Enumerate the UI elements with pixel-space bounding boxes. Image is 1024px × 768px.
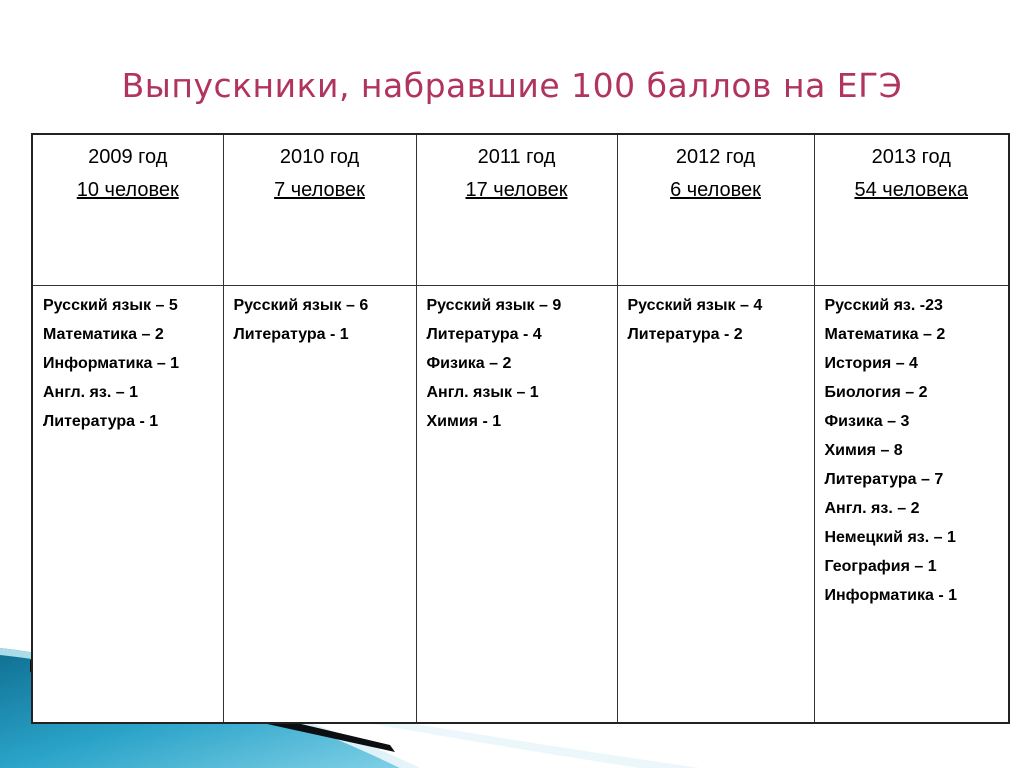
year-cell-2010: [223, 134, 416, 286]
list-item: Русский язык – 6: [233, 297, 369, 314]
graduate-count: 6 человек: [670, 179, 761, 201]
list-item: Русский яз. -23: [824, 297, 943, 314]
subjects-cell-2012: [617, 286, 814, 724]
list-item: Немецкий яз. – 1: [824, 529, 956, 546]
list-item: Англ. яз. – 1: [43, 384, 138, 401]
year-cell-2011: [416, 134, 617, 286]
list-item: Математика – 2: [43, 326, 164, 343]
subject-list: [618, 286, 814, 349]
table-header-row: [32, 134, 1009, 286]
list-item: Физика – 3: [824, 413, 910, 430]
list-item: Русский язык – 5: [43, 297, 178, 314]
year-label: 2011 год: [477, 146, 556, 168]
subjects-cell-2011: [416, 286, 617, 724]
year-label: 2010 год: [279, 146, 360, 168]
results-table: [31, 133, 1010, 724]
subject-list: [815, 286, 1009, 610]
year-label: 2012 год: [675, 146, 756, 168]
list-item: Химия – 8: [824, 442, 903, 459]
subjects-cell-2010: [223, 286, 416, 724]
subjects-cell-2009: [32, 286, 223, 724]
list-item: Русский язык – 4: [627, 297, 763, 314]
graduate-count: 17 человек: [465, 179, 568, 201]
list-item: Математика – 2: [824, 326, 946, 343]
graduate-count: 10 человек: [76, 179, 179, 201]
subject-list: [33, 286, 223, 436]
list-item: Информатика – 1: [43, 355, 180, 372]
list-item: История – 4: [824, 355, 918, 372]
list-item: Литература - 4: [426, 326, 542, 343]
list-item: Химия - 1: [426, 413, 502, 430]
graduate-count: 7 человек: [274, 179, 365, 201]
list-item: Англ. яз. – 2: [824, 500, 920, 517]
list-item: Англ. язык – 1: [426, 384, 539, 401]
year-label: 2009 год: [88, 146, 168, 168]
list-item: Информатика - 1: [824, 587, 958, 604]
year-label: 2013 год: [871, 146, 951, 168]
table-subjects-row: [32, 286, 1009, 724]
subjects-cell-2013: [814, 286, 1009, 724]
list-item: Биология – 2: [824, 384, 928, 401]
graduate-count: 54 человека: [854, 179, 969, 201]
year-cell-2013: [814, 134, 1009, 286]
list-item: Литература – 7: [824, 471, 944, 488]
slide-title: Выпускники, набравшие 100 баллов на ЕГЭ: [121, 66, 903, 105]
year-cell-2012: [617, 134, 814, 286]
list-item: Русский язык – 9: [426, 297, 562, 314]
subject-list: [224, 286, 416, 349]
list-item: Литература - 1: [233, 326, 349, 343]
list-item: Литература - 2: [627, 326, 743, 343]
list-item: Литература - 1: [43, 413, 159, 430]
list-item: Физика – 2: [426, 355, 512, 372]
subject-list: [417, 286, 617, 436]
list-item: География – 1: [824, 558, 937, 575]
year-cell-2009: [32, 134, 223, 286]
